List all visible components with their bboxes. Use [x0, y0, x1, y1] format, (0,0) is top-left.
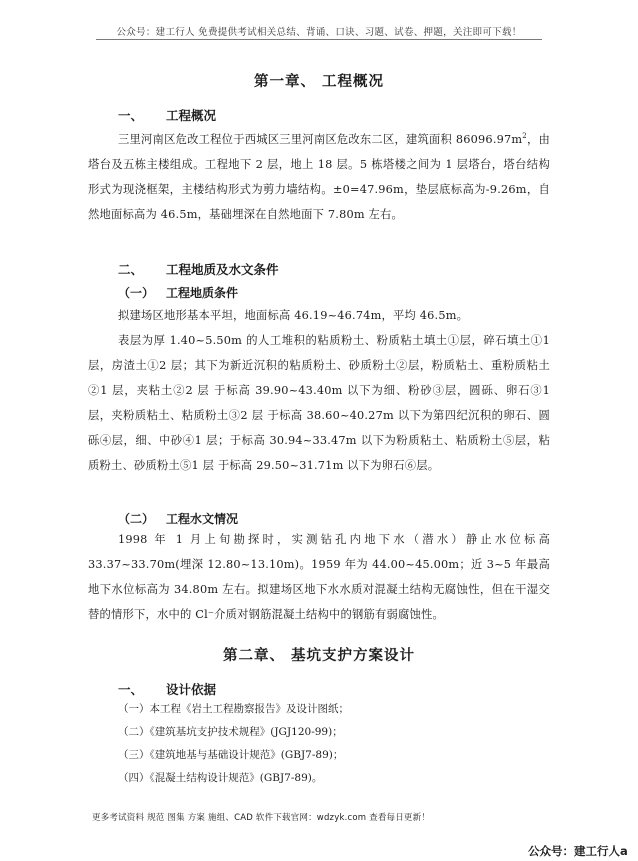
section-heading-overview — [118, 106, 216, 124]
section-number: 一、 — [118, 108, 144, 123]
paragraph-strata: 表层为厚 1.40~5.50m 的人工堆积的粘质粉土、粉质粘土填土①层，碎石填土①1 层，房渣土①2 层；其下为新近沉积的粘质粉土、砂质粉土②层，粉质粘土、重粉质粘土②1 层，夹粘土②2 层 于标高 39.90~43.40m 以下为细、粉砂③层，圆砾、卵石③1 层，夹粉质粘土、粘质粉土③2 层 于标高 38.60~40.27m 以下为第四纪沉积的卵石、圆砾④层，细、中砂④1 层；于标高 30.94~33.47m 以下为粉质粘土、粘质粉土⑤层，粘质粉土、砂质粉土⑤1 层 于标高 29.50~31.71m 以下为卵石⑥层。 — [88, 334, 550, 472]
chapter-1-title: 第一章、 工程概况 — [253, 73, 385, 90]
subsection-number: （二） — [118, 512, 155, 526]
section-title: 工程概况 — [166, 108, 217, 123]
section-heading-geology-hydrology — [118, 260, 279, 278]
section-title: 工程地质及水文条件 — [166, 262, 279, 277]
superscript: 2 — [522, 132, 527, 141]
subsection-heading-geology — [118, 284, 238, 301]
chapter-2-title: 第二章、 基坑支护方案设计 — [222, 647, 416, 664]
subsection-title: 工程地质条件 — [166, 286, 239, 300]
reference-item: （四）《混凝土结构设计规范》(GBJ7-89)。 — [118, 772, 323, 784]
subsection-heading-hydrology — [118, 510, 238, 527]
section-heading-design-basis — [118, 680, 216, 698]
page-footer: 更多考试资料 规范 图集 方案 施组、CAD 软件下载官网：wdzyk.com 查看每日更新！ — [92, 813, 431, 823]
section-title: 设计依据 — [166, 682, 217, 697]
overview-text-pre: 三里河南区危改工程位于西城区三里河南区危改东二区，建筑面积 86096.97m — [118, 133, 523, 146]
reference-item: （一）本工程《岩土工程勘察报告》及设计图纸； — [118, 703, 349, 715]
section-number: 二、 — [118, 262, 144, 277]
reference-item: （二）《建筑基坑支护技术规程》(JGJ120-99)； — [118, 726, 343, 738]
header-divider — [96, 39, 542, 40]
paragraph-terrain: 拟建场区地形基本平坦，地面标高 46.19~46.74m，平均 46.5m。 — [118, 309, 469, 322]
subsection-title: 工程水文情况 — [166, 512, 239, 526]
reference-list — [118, 698, 349, 790]
watermark: 公众号：建工行人a — [528, 844, 628, 858]
section-number: 一、 — [118, 682, 144, 697]
overview-text-post: ，由塔台及五栋主楼组成。工程地下 2 层，地上 18 层。5 栋塔楼之间为 1 层塔台，塔台结构形式为现浇框架，主楼结构形式为剪力墙结构。±0=47.96m，垫层底标高为-9.26m，自然地面标高为 46.5m，基础埋深在自然地面下 7.80m 左右。 — [88, 133, 550, 221]
reference-item: （三）《建筑地基与基础设计规范》(GBJ7-89)； — [118, 749, 344, 761]
paragraph-overview — [88, 127, 550, 227]
page-header: 公众号：建工行人 免费提供考试相关总结、背诵、口诀、习题、试卷、押题，关注即可下载！ — [116, 27, 522, 38]
paragraph-hydrology: 1998 年 1 月上旬勘探时，实测钻孔内地下水（潜水）静止水位标高 33.37~33.70m(埋深 12.80~13.10m)。1959 年为 44.00~45.00m；近 3~5 年最高地下水位标高为 34.80m 左右。拟建场区地下水水质对混凝土结构无腐蚀性，但在干湿交替的情形下，水中的 Cl⁻介质对钢筋混凝土结构中的钢筋有弱腐蚀性。 — [88, 533, 550, 621]
subsection-number: （一） — [118, 286, 155, 300]
